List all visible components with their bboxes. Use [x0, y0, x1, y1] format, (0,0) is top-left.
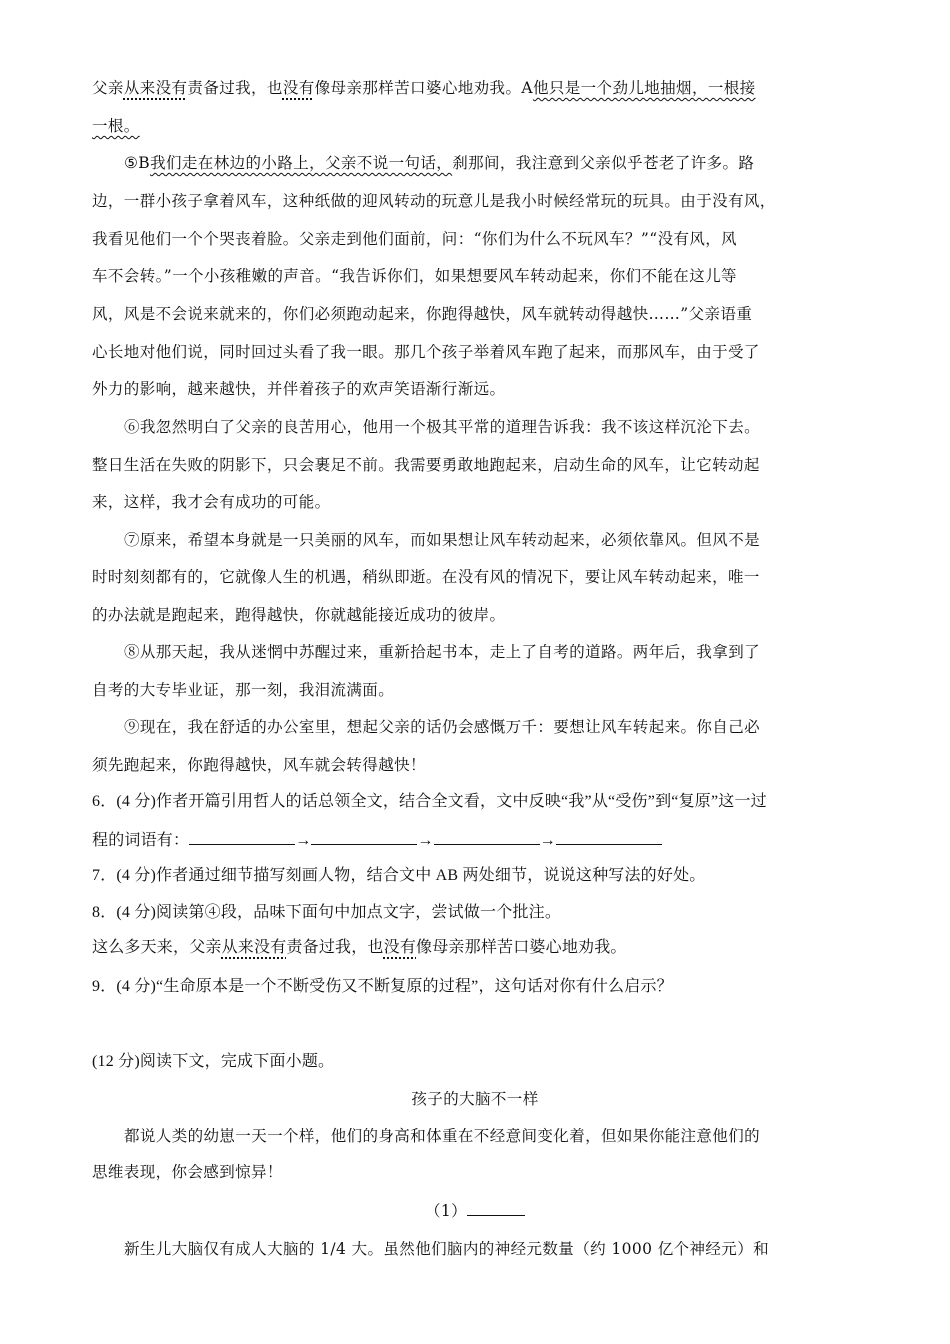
- text-span: 像母亲那样苦口婆心地劝我。A: [314, 79, 533, 97]
- question-8: 8．(4 分)阅读第④段，品味下面句中加点文字，尝试做一个批注。: [92, 904, 562, 921]
- wavy-underlined-text: 他只是一个劲儿地抽烟，一根接: [532, 79, 756, 97]
- paragraph-6-line: ⑥我忽然明白了父亲的良苦用心，他用一个极其平常的道理告诉我：我不该这样沉沦下去。: [124, 418, 761, 436]
- answer-blank[interactable]: [434, 830, 540, 845]
- article-paragraph-line: 都说人类的幼崽一天一个样，他们的身高和体重在不经意间变化着，但如果你能注意他们的: [124, 1127, 761, 1145]
- answer-blank[interactable]: [189, 830, 295, 845]
- paragraph-5-line: 我看见他们一个个哭丧着脸。父亲走到他们面前，问：“你们为什么不玩风车？”“没有风，风: [92, 230, 738, 248]
- paragraph-5-line: 风，风是不会说来就来的，你们必须跑动起来，你跑得越快，风车就转动得越快……”父亲语重: [92, 305, 753, 323]
- passage-line: [92, 116, 860, 136]
- arrow: →: [539, 832, 556, 849]
- text-span: 这么多天来，父亲: [92, 939, 222, 956]
- article-paragraph-line: 新生儿大脑仅有成人大脑的 1/4 大。虽然他们脑内的神经元数量（约 1000 亿个神经元）和: [124, 1240, 770, 1258]
- paragraph-9-line: 须先跑起来，你跑得越快，风车就会转得越快！: [92, 756, 426, 774]
- wavy-underlined-text: 我们走在林边的小路上，父亲不说一句话，: [150, 154, 453, 172]
- question-6: 6．(4 分)作者开篇引用哲人的话总领全文，结合全文看，文中反映“我”从“受伤”到“复原”这一过: [92, 793, 767, 810]
- arrow: →: [417, 832, 434, 849]
- dotted-emphasis-text: 没有: [383, 939, 417, 956]
- paragraph-number: ⑤B: [124, 154, 151, 172]
- text-span: 父亲: [92, 79, 124, 97]
- paragraph-7-line: 的办法就是跑起来，跑得越快，你就越能接近成功的彼岸。: [92, 606, 506, 624]
- wavy-underlined-text: 一根。: [92, 117, 140, 135]
- paragraph-5-line: 车不会转。”一个小孩稚嫩的声音。“我告诉你们，如果想要风车转动起来，你们不能在这儿等: [92, 267, 737, 285]
- paragraph-5-line: 外力的影响，越来越快，并伴着孩子的欢声笑语渐行渐远。: [92, 380, 506, 398]
- dotted-emphasis-text: 从来没有: [221, 939, 287, 956]
- question-6-answer-line: [92, 830, 860, 851]
- paragraph-7-line: ⑦原来，希望本身就是一只美丽的风车，而如果想让风车转动起来，必须依靠风。但风不是: [124, 531, 761, 549]
- subheading-number: （1）: [424, 1202, 468, 1220]
- text-span: 刹那间，我注意到父亲似乎苍老了许多。路: [452, 154, 755, 172]
- text-span: 程的词语有：: [92, 832, 190, 849]
- article-paragraph-line: 思维表现，你会感到惊异！: [92, 1163, 283, 1181]
- question-8-sentence: [92, 938, 860, 958]
- paragraph-5-line: 心长地对他们说，同时回过头看了我一眼。那几个孩子举着风车跑了起来，而那风车，由于受了: [92, 343, 760, 361]
- text-span: 责备过我，也: [286, 939, 384, 956]
- question-7: 7．(4 分)作者通过细节描写刻画人物，结合文中 AB 两处细节，说说这种写法的好处。: [92, 867, 706, 884]
- dotted-emphasis-text: 没有: [282, 79, 315, 97]
- section-intro: (12 分)阅读下文，完成下面小题。: [92, 1053, 335, 1070]
- text-span: 责备过我，也: [187, 79, 283, 97]
- arrow: →: [295, 832, 312, 849]
- answer-blank[interactable]: [311, 830, 417, 845]
- paragraph-5-line: [124, 153, 892, 173]
- paragraph-5-line: 边，一群小孩子拿着风车，这种纸做的迎风转动的玩意儿是我小时候经常玩的玩具。由于没有风，: [92, 192, 776, 210]
- dotted-emphasis-text: 从来没有: [123, 79, 188, 97]
- paragraph-6-line: 整日生活在失败的阴影下，只会裹足不前。我需要勇敢地跑起来，启动生命的风车，让它转动起: [92, 456, 760, 474]
- subheading-blank[interactable]: [467, 1201, 525, 1216]
- paragraph-8-line: ⑧从那天起，我从迷惘中苏醒过来，重新拾起书本，走上了自考的道路。两年后，我拿到了: [124, 643, 761, 661]
- question-9: 9．(4 分)“生命原本是一个不断受伤又不断复原的过程”，这句话对你有什么启示？: [92, 978, 673, 995]
- passage-line: [92, 78, 860, 98]
- paragraph-6-line: 来，这样，我才会有成功的可能。: [92, 493, 331, 511]
- paragraph-9-line: ⑨现在，我在舒适的办公室里，想起父亲的话仍会感慨万千：要想让风车转起来。你自己必: [124, 718, 761, 736]
- article-title: 孩子的大脑不一样: [411, 1090, 539, 1108]
- text-span: 像母亲那样苦口婆心地劝我。: [416, 939, 627, 956]
- paragraph-8-line: 自考的大专毕业证，那一刻，我泪流满面。: [92, 681, 395, 699]
- subheading: [0, 1201, 950, 1221]
- paragraph-7-line: 时时刻刻都有的，它就像人生的机遇，稍纵即逝。在没有风的情况下，要让风车转动起来，唯一: [92, 568, 760, 586]
- answer-blank[interactable]: [556, 830, 662, 845]
